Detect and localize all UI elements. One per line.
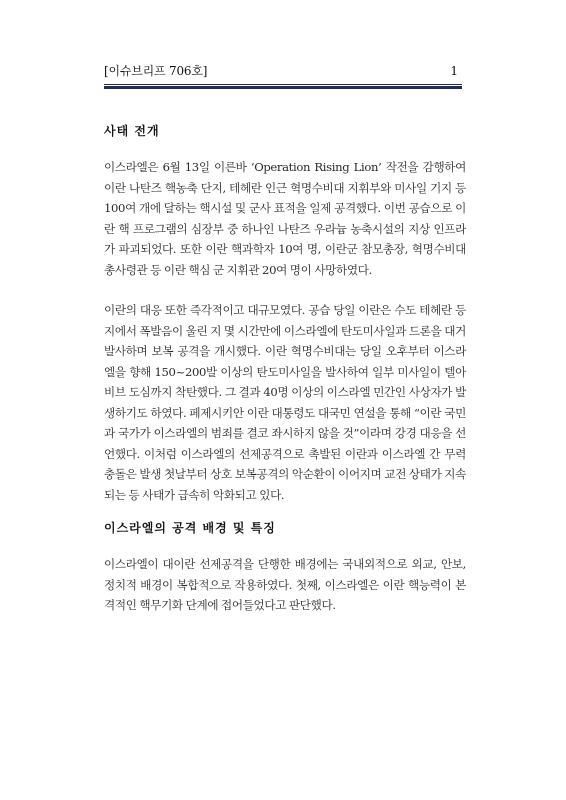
section-heading-situation: 사태 전개 xyxy=(104,124,160,138)
document-body xyxy=(104,122,466,616)
issue-brief-title: [이슈브리프 706호] xyxy=(104,64,208,78)
page-number: 1 xyxy=(450,64,458,78)
situation-paragraph-2: 이란의 대응 또한 즉각적이고 대규모였다. 공습 당일 이란은 수도 테헤란 등지에서 폭발음이 울린 지 몇 시간만에 이스라엘에 탄도미사일과 드론을 대거 발사하며 보복 공격을 개시했다. 이란 혁명수비대는 당일 오후부터 이스라엘을 향해 150~200발 이상의 탄도미사일을 발사하여 일부 미사일이 텔아비브 도심까지 착탄했다. 그 결과 40명 이상의 이스라엘 민간인 사상자가 발생하기도 하였다. 페제시키안 이란 대통령도 대국민 연설을 통해 “이란 국민과 국가가 이스라엘의 범죄를 결코 좌시하지 않을 것”이라며 강경 대응을 선언했다. 이처럼 이스라엘의 선제공격으로 촉발된 이란과 이스라엘 간 무력충돌은 발생 첫날부터 상호 보복공격의 악순환이 이어지며 교전 상태가 지속되는 등 사태가 급속히 악화되고 있다. xyxy=(104,303,466,502)
header-rule-thick xyxy=(104,86,462,89)
header-rule-thin xyxy=(104,84,462,85)
page-header xyxy=(104,63,462,79)
situation-paragraph-1: 이스라엘은 6월 13일 이른바 ‘Operation Rising Lion’ 작전을 감행하여 이란 나탄즈 핵농축 단지, 테헤란 인근 혁명수비대 지휘부와 미사일 기지 등 100여 개에 달하는 핵시설 및 군사 표적을 일제 공격했다. 이번 공습으로 이란 핵 프로그램의 심장부 중 하나인 나탄즈 우라늄 농축시설의 지상 인프라가 파괴되었다. 또한 이란 핵과학자 10여 명, 이란군 참모총장, 혁명수비대 총사령관 등 이란 핵심 군 지휘관 20여 명이 사망하였다. xyxy=(104,160,466,277)
background-paragraph-1: 이스라엘이 대이란 선제공격을 단행한 배경에는 국내외적으로 외교, 안보, 정치적 배경이 복합적으로 작용하였다. 첫째, 이스라엘은 이란 핵능력이 본격적인 핵무기화 단계에 접어들었다고 판단했다. xyxy=(104,557,466,612)
section-heading-background: 이스라엘의 공격 배경 및 특징 xyxy=(104,521,276,535)
